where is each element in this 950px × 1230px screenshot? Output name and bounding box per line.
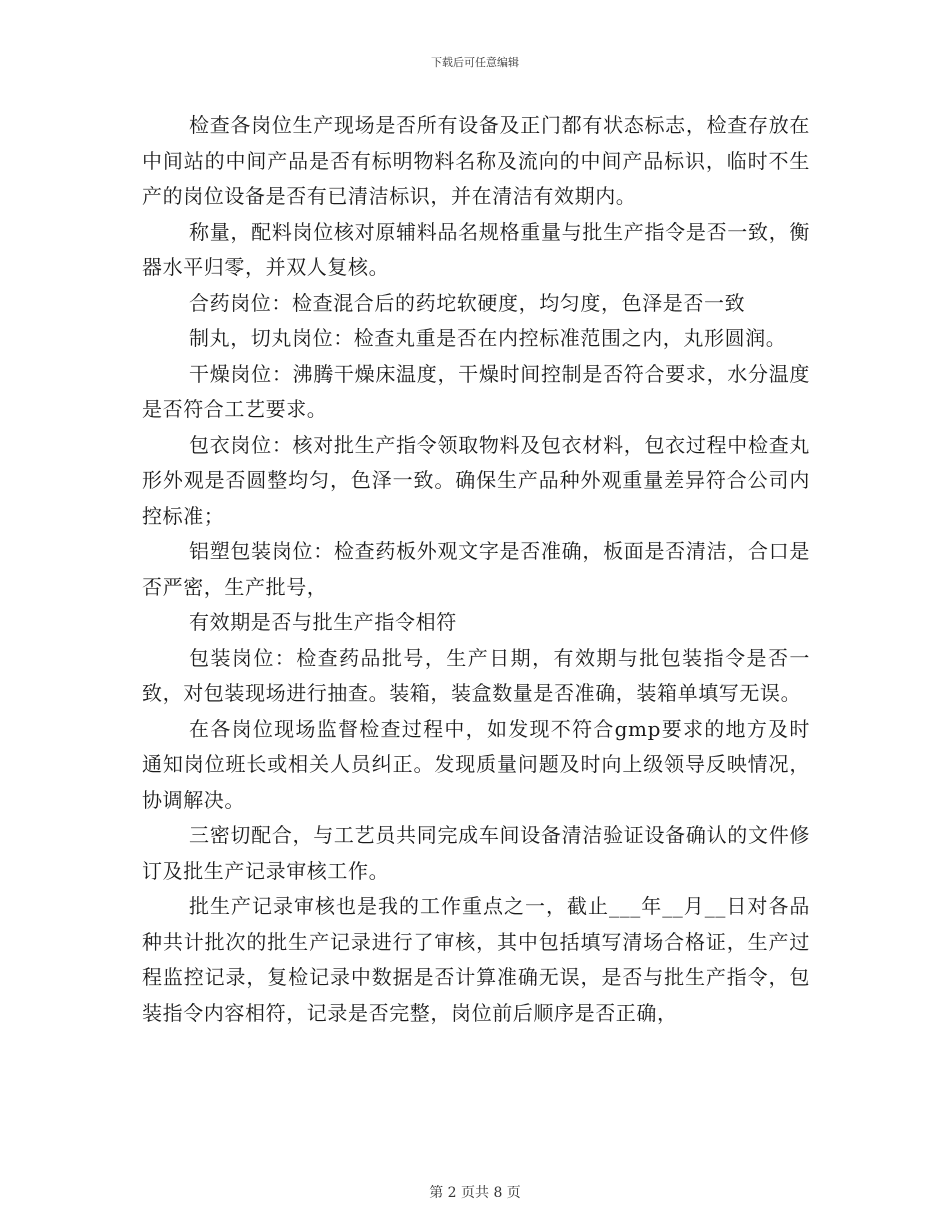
paragraph: 称量，配料岗位核对原辅料品名规格重量与批生产指令是否一致，衡器水平归零，并双人复核。 [142,219,810,279]
paragraph: 干燥岗位：沸腾干燥床温度，干燥时间控制是否符合要求，水分温度是否符合工艺要求。 [142,361,810,421]
paragraph: 批生产记录审核也是我的工作重点之一，截止___年__月__日对各品种共计批次的批生产记录进行了审核，其中包括填写清场合格证，生产过程监控记录，复检记录中数据是否计算准确无误，是否与批生产指令，包装指令内容相符，记录是否完整，岗位前后顺序是否正确， [142,894,810,1025]
paragraph: 有效期是否与批生产指令相符 [189,610,457,634]
page-number: 第 2 页共 8 页 [429,1185,521,1201]
paragraph: 铝塑包装岗位：检查药板外观文字是否准确，板面是否清洁，合口是否严密，生产批号， [142,539,810,599]
paragraph: 制丸，切丸岗位：检查丸重是否在内控标准范围之内，丸形圆润。 [189,326,787,350]
page-header: 下载后可任意编辑 [431,56,519,69]
paragraph: 检查各岗位生产现场是否所有设备及正门都有状态标志，检查存放在中间站的中间产品是否有标明物料名称及流向的中间产品标识，临时不生产的岗位设备是否有已清洁标识，并在清洁有效期内。 [142,113,810,208]
paragraph: 包装岗位：检查药品批号，生产日期，有效期与批包装指令是否一致，对包装现场进行抽查。装箱，装盒数量是否准确，装箱单填写无误。 [142,645,810,705]
paragraph: 三密切配合，与工艺员共同完成车间设备清洁验证设备确认的文件修订及批生产记录审核工作。 [142,823,810,883]
document-body [142,108,810,1031]
paragraph: 在各岗位现场监督检查过程中，如发现不符合gmp要求的地方及时通知岗位班长或相关人员纠正。发现质量问题及时向上级领导反映情况，协调解决。 [142,716,810,812]
paragraph: 合药岗位：检查混合后的药坨软硬度，均匀度，色泽是否一致 [189,290,746,315]
paragraph: 包衣岗位：核对批生产指令领取物料及包衣材料，包衣过程中检查丸形外观是否圆整均匀，色泽一致。确保生产品种外观重量差异符合公司内控标准； [142,432,810,528]
